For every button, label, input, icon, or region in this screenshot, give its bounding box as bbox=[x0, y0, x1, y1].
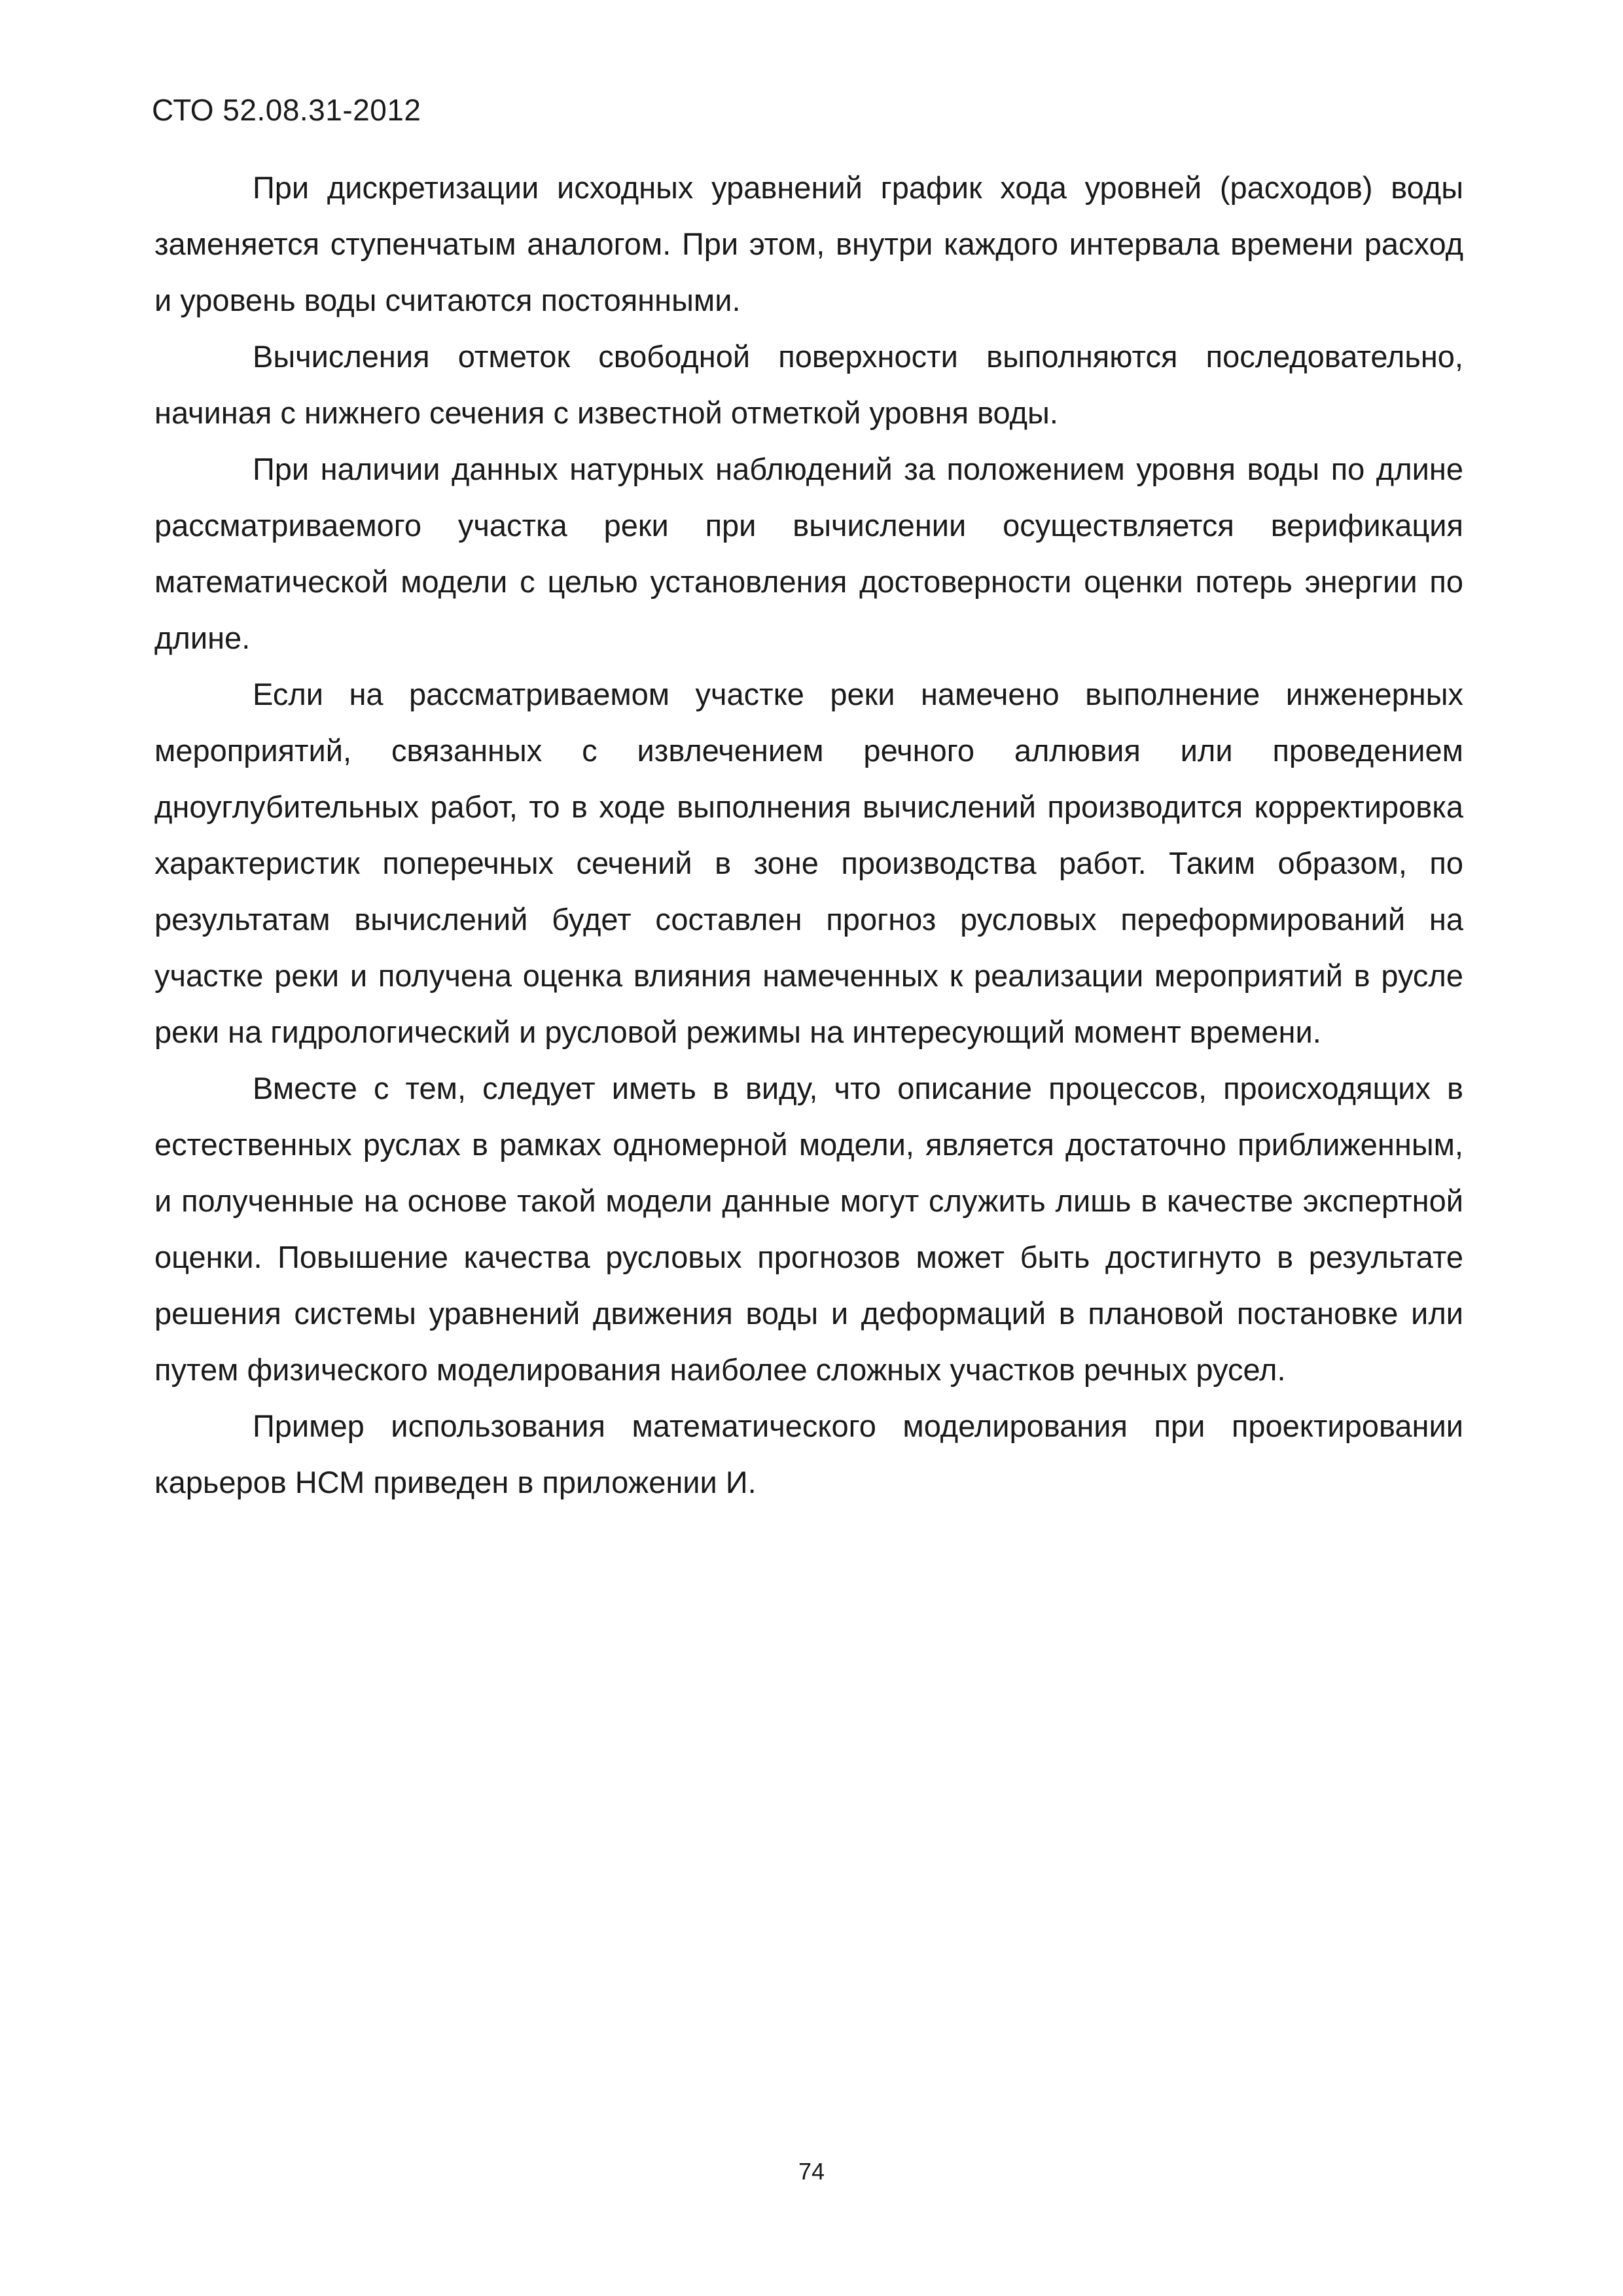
paragraph-model-limitations: Вместе с тем, следует иметь в виду, что описание процессов, происходящих в естественных руслах в рамках одномерной модели, является достаточно приближенным, и полученные на основе такой модели данные могут служить лишь в качестве экспертной оценки. Повышение качества русловых прогнозов может быть достигнуто в результате решения системы уравнений движения воды и деформаций в плановой постановке или путем физического моделирования наиболее сложных участков речных русел. bbox=[154, 1071, 1463, 1387]
document-code: СТО 52.08.31-2012 bbox=[152, 93, 421, 127]
paragraph-engineering-measures: Если на рассматриваемом участке реки намечено выполнение инженерных мероприятий, связанных с извлечением речного аллювия или проведением дноуглубительных работ, то в ходе выполнения вычислений производится корректировка характеристик поперечных сечений в зоне производства работ. Таким образом, по результатам вычислений будет составлен прогноз русловых переформирований на участке реки и получена оценка влияния намеченных к реализации мероприятий в русле реки на гидрологический и русловой режимы на интересующий момент времени. bbox=[154, 677, 1463, 1049]
body-text bbox=[154, 160, 1463, 1511]
paragraph-verification: При наличии данных натурных наблюдений за положением уровня воды по длине рассматриваемого участка реки при вычислении осуществляется верификация математической модели с целью установления достоверности оценки потерь энергии по длине. bbox=[154, 452, 1463, 655]
paragraph-discretization: При дискретизации исходных уравнений график хода уровней (расходов) воды заменяется ступенчатым аналогом. При этом, внутри каждого интервала времени расход и уровень воды считаются постоянными. bbox=[154, 170, 1463, 317]
page-number: 74 bbox=[798, 2158, 825, 2185]
paragraph-surface-calculation: Вычисления отметок свободной поверхности выполняются последовательно, начиная с нижнего сечения с известной отметкой уровня воды. bbox=[154, 339, 1463, 430]
paragraph-appendix-reference: Пример использования математического моделирования при проектировании карьеров НСМ приведен в приложении И. bbox=[154, 1408, 1463, 1499]
